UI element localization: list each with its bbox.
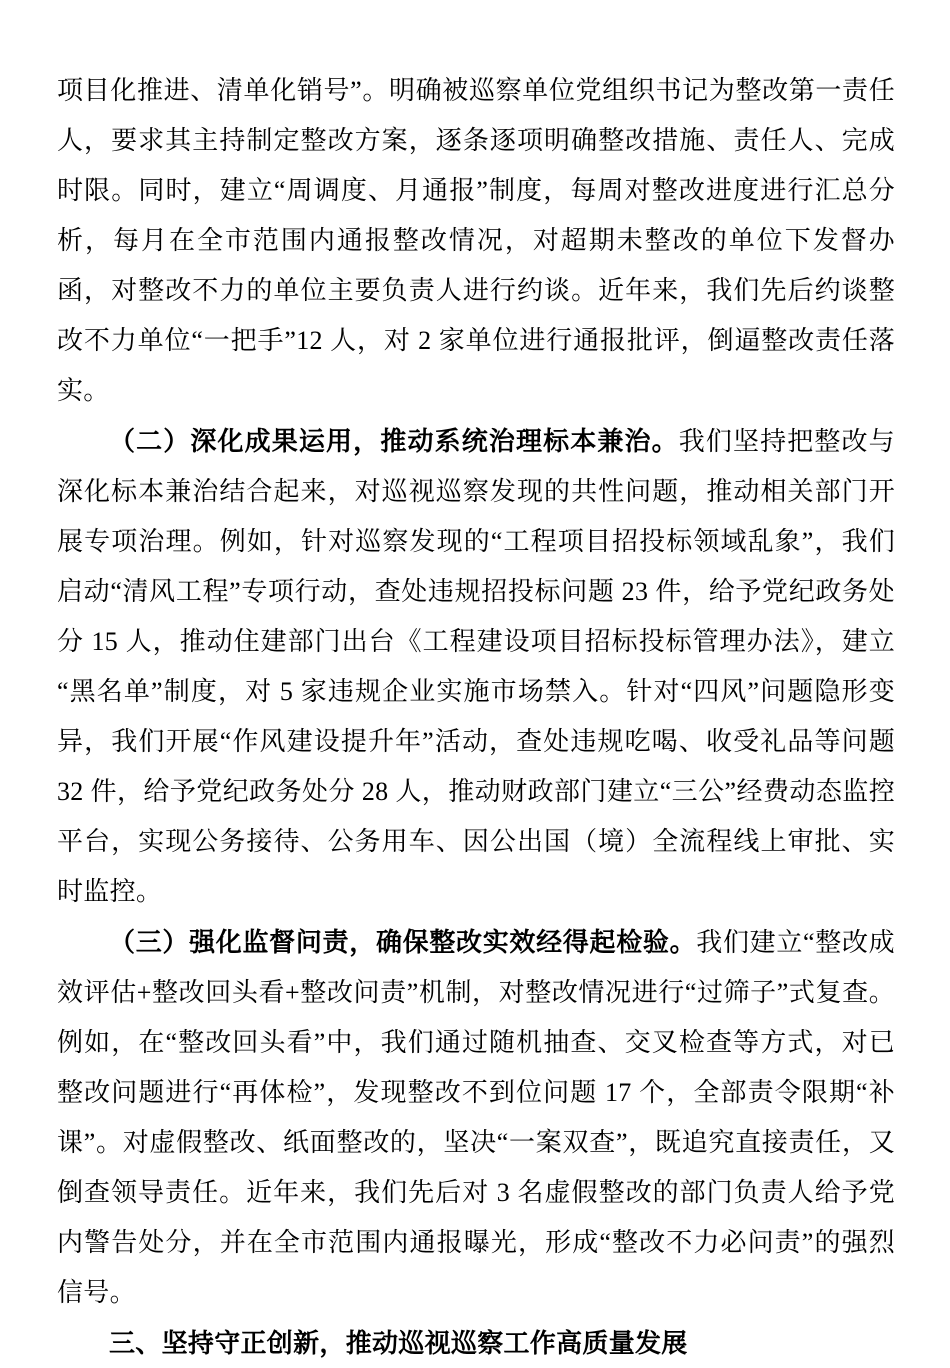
- section-2-bold-lead: （二）深化成果运用，推动系统治理标本兼治。: [109, 426, 679, 456]
- section-heading-3: [57, 1318, 895, 1368]
- section-3-bold-lead: （三）强化监督问责，确保整改实效经得起检验。: [109, 927, 697, 957]
- paragraph-section-2: [57, 416, 895, 917]
- section-heading-text: 三、坚持守正创新，推动巡视巡察工作高质量发展: [109, 1328, 688, 1358]
- paragraph-text: 我们建立“整改成效评估+整改回头看+整改问责”机制，对整改情况进行“过筛子”式复查。例如，在“整改回头看”中，我们通过随机抽查、交叉检查等方式，对已整改问题进行“再体检”，发现整改不到位问题 17 个，全部责令限期“补课”。对虚假整改、纸面整改的，坚决“一案双查”，既追究直接责任，又倒查领导责任。近年来，我们先后对 3 名虚假整改的部门负责人给予党内警告处分，并在全市范围内通报曝光，形成“整改不力必问责”的强烈信号。: [57, 928, 895, 1307]
- paragraph-continuation: [57, 66, 895, 416]
- paragraph-section-3: [57, 917, 895, 1318]
- paragraph-text: 我们坚持把整改与深化标本兼治结合起来，对巡视巡察发现的共性问题，推动相关部门开展专项治理。例如，针对巡察发现的“工程项目招投标领域乱象”，我们启动“清风工程”专项行动，查处违规招投标问题 23 件，给予党纪政务处分 15 人，推动住建部门出台《工程建设项目招标投标管理办法》，建立“黑名单”制度，对 5 家违规企业实施市场禁入。针对“四风”问题隐形变异，我们开展“作风建设提升年”活动，查处违规吃喝、收受礼品等问题 32 件，给予党纪政务处分 28 人，推动财政部门建立“三公”经费动态监控平台，实现公务接待、公务用车、因公出国（境）全流程线上审批、实时监控。: [57, 427, 895, 906]
- paragraph-text: 项目化推进、清单化销号”。明确被巡察单位党组织书记为整改第一责任人，要求其主持制定整改方案，逐条逐项明确整改措施、责任人、完成时限。同时，建立“周调度、月通报”制度，每周对整改进度进行汇总分析，每月在全市范围内通报整改情况，对超期未整改的单位下发督办函，对整改不力的单位主要负责人进行约谈。近年来，我们先后约谈整改不力单位“一把手”12 人，对 2 家单位进行通报批评，倒逼整改责任落实。: [57, 76, 895, 405]
